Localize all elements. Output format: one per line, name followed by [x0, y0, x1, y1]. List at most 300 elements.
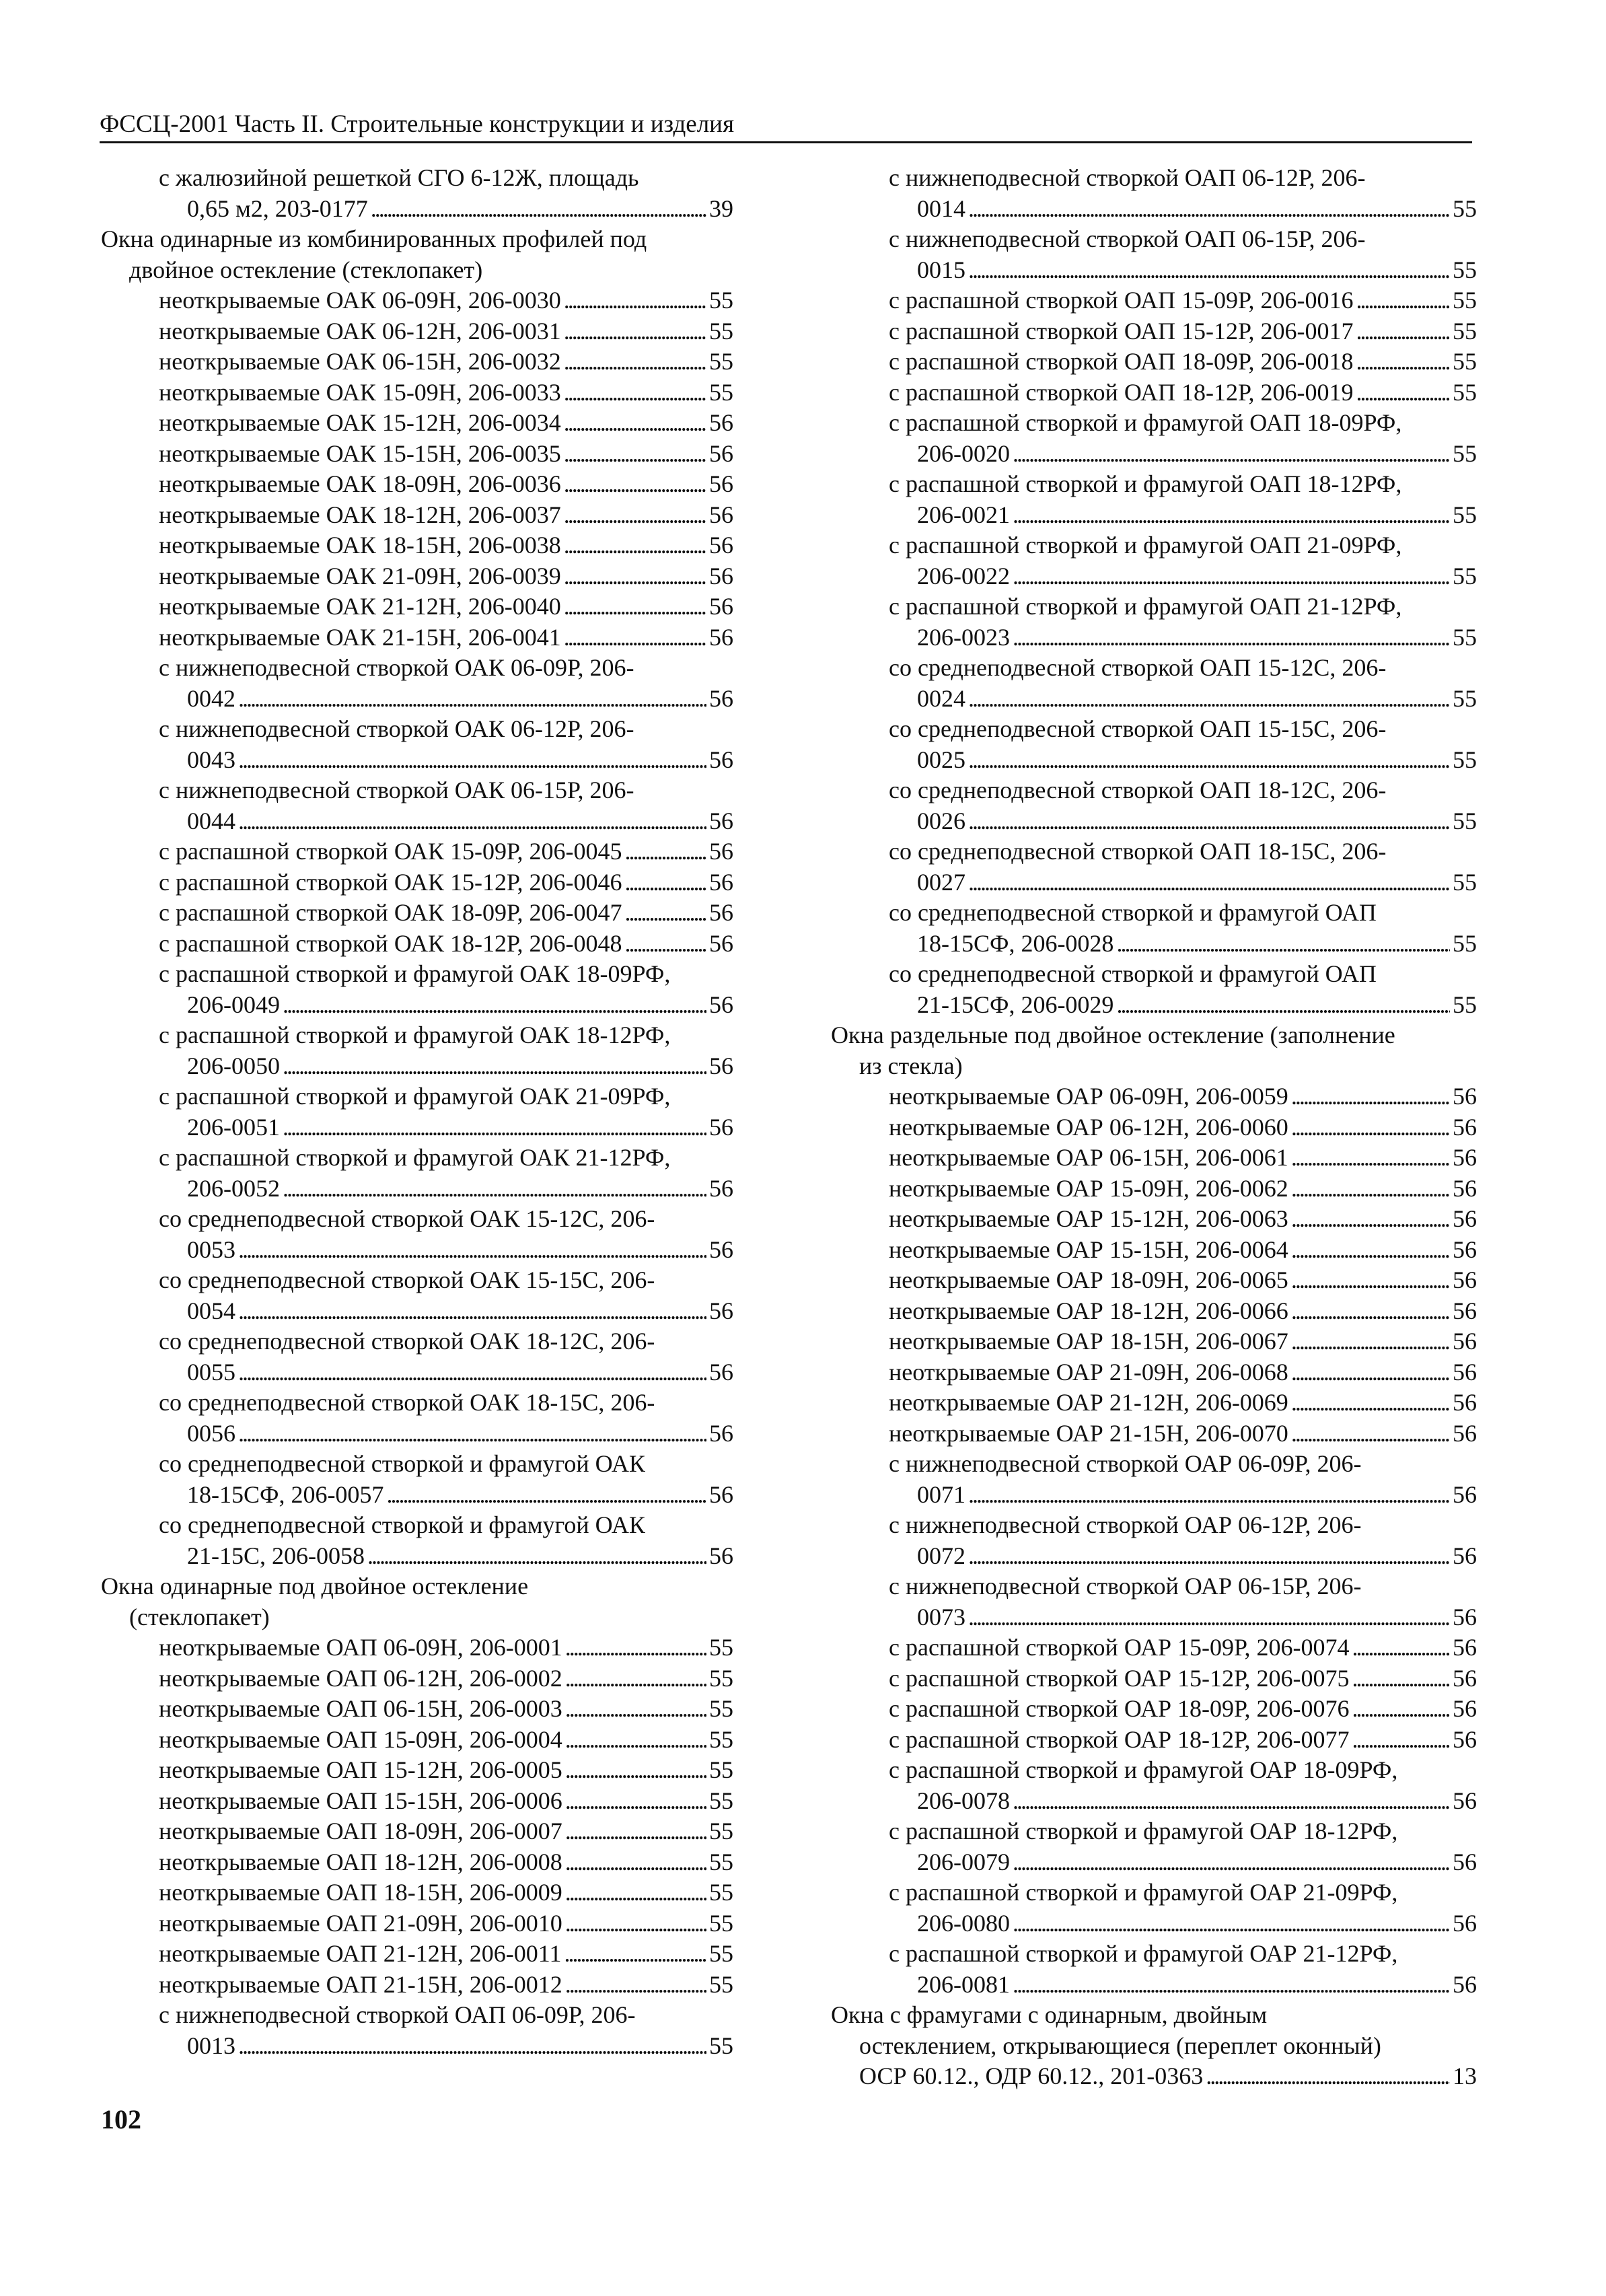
entry-line	[889, 1786, 1477, 1817]
page-reference: 56	[709, 1419, 733, 1447]
page-reference: 56	[709, 1113, 733, 1141]
entry-text: с распашной створкой ОАР 18-09Р, 206-0076	[889, 1695, 1350, 1722]
entry-text-continued: 206-0021	[917, 501, 1010, 528]
index-entry	[831, 1510, 1477, 1571]
page-reference: 55	[709, 378, 733, 406]
page-reference: 56	[1453, 1542, 1477, 1569]
page-reference: 55	[709, 1940, 733, 1967]
entry-line	[159, 836, 733, 867]
entry-line	[889, 347, 1477, 378]
entry-text-continued: 206-0020	[917, 439, 1010, 467]
dot-leader	[564, 469, 706, 500]
entry-text-continued: 0015	[917, 256, 965, 283]
dot-leader	[968, 745, 1450, 776]
entry-text: с распашной створкой ОАК 15-09Р, 206-0045	[159, 838, 622, 865]
dot-leader	[1352, 1725, 1450, 1756]
dot-leader	[968, 1602, 1450, 1633]
entry-line	[159, 347, 733, 378]
entry-text: с распашной створкой и фрамугой ОАР 18-12РФ,	[889, 1818, 1398, 1844]
entry-text: неоткрываемые ОАР 06-15Н, 206-0061	[889, 1144, 1288, 1171]
index-entry	[101, 775, 733, 836]
entry-text-continued: 0025	[917, 746, 965, 773]
dot-leader	[625, 867, 706, 898]
dot-leader	[1291, 1143, 1450, 1174]
dot-leader	[1291, 1235, 1450, 1266]
entry-text: неоткрываемые ОАК 21-12Н, 206-0040	[159, 593, 561, 620]
page-reference: 39	[709, 194, 733, 222]
dot-leader	[1013, 1908, 1450, 1939]
page-reference: 56	[709, 532, 733, 559]
dot-leader	[1291, 1357, 1450, 1388]
entry-text: с нижнеподвесной створкой ОАП 06-15Р, 206-	[889, 225, 1366, 252]
page-reference: 56	[1453, 1205, 1477, 1232]
entry-text: с распашной створкой ОАР 15-12Р, 206-0075	[889, 1664, 1350, 1692]
entry-text: неоткрываемые ОАР 18-15Н, 206-0067	[889, 1328, 1288, 1355]
entry-line	[889, 1081, 1477, 1112]
dot-leader	[1352, 1663, 1450, 1694]
entry-text: с распашной створкой ОАП 15-12Р, 206-0017	[889, 317, 1354, 345]
entry-line	[159, 1357, 733, 1388]
page-reference: 56	[709, 501, 733, 528]
entry-line	[889, 806, 1477, 837]
entry-text: с нижнеподвесной створкой ОАК 06-09Р, 206-	[159, 654, 634, 681]
entry-text: неоткрываемые ОАК 06-09Н, 206-0030	[159, 287, 561, 314]
entry-text: с распашной створкой ОАК 18-09Р, 206-0047	[159, 899, 622, 926]
page-reference: 55	[709, 1970, 733, 1998]
entry-text: неоткрываемые ОАК 18-15Н, 206-0038	[159, 532, 561, 559]
entry-line	[159, 684, 733, 715]
entry-line	[159, 990, 733, 1021]
entry-text-continued: двойное остекление (стеклопакет)	[129, 256, 483, 283]
index-entry	[831, 1174, 1477, 1205]
entry-line	[101, 255, 733, 286]
entry-text-continued: 0055	[187, 1358, 235, 1386]
entry-text: неоткрываемые ОАР 15-12Н, 206-0063	[889, 1205, 1288, 1232]
index-entry	[831, 316, 1477, 347]
dot-leader	[238, 1419, 706, 1449]
entry-text: неоткрываемые ОАР 06-09Н, 206-0059	[889, 1083, 1288, 1110]
dot-leader	[1013, 622, 1450, 653]
dot-leader	[565, 1847, 706, 1878]
entry-line	[889, 1694, 1477, 1725]
dot-leader	[238, 745, 706, 776]
entry-text: неоткрываемые ОАК 21-09Н, 206-0039	[159, 562, 561, 589]
dot-leader	[238, 1235, 706, 1266]
entry-line	[889, 1112, 1477, 1143]
entry-line	[889, 1480, 1477, 1511]
entry-line	[159, 469, 733, 500]
index-entry	[101, 1908, 733, 1939]
dot-leader	[1206, 2061, 1450, 2092]
index-heading	[831, 2000, 1477, 2092]
entry-text: со среднеподвесной створкой ОАК 15-12С, 206-	[159, 1205, 655, 1232]
index-entry	[101, 591, 733, 622]
page-reference: 56	[709, 684, 733, 712]
index-entry	[831, 714, 1477, 775]
page-reference: 56	[709, 807, 733, 834]
index-entry	[101, 378, 733, 408]
entry-line	[889, 378, 1477, 408]
entry-text: неоткрываемые ОАР 18-12Н, 206-0066	[889, 1297, 1288, 1324]
entry-text-continued: 0027	[917, 868, 965, 896]
index-entry	[101, 1847, 733, 1878]
dot-leader	[371, 194, 706, 225]
entry-line	[889, 500, 1477, 531]
entry-text: неоткрываемые ОАП 21-15Н, 206-0012	[159, 1970, 562, 1998]
dot-leader	[565, 1786, 706, 1817]
index-entry	[831, 1816, 1477, 1877]
entry-text: с распашной створкой и фрамугой ОАП 21-09РФ,	[889, 532, 1402, 559]
page-reference: 56	[709, 929, 733, 957]
entry-line	[831, 2061, 1477, 2092]
index-entry	[831, 1235, 1477, 1266]
index-entry	[101, 1020, 733, 1081]
dot-leader	[565, 1877, 706, 1908]
dot-leader	[1116, 929, 1450, 960]
entry-line	[101, 1602, 733, 1633]
dot-leader	[564, 347, 706, 378]
index-entry	[101, 898, 733, 929]
entry-line	[159, 378, 733, 408]
dot-leader	[1291, 1296, 1450, 1327]
entry-text-continued: 0072	[917, 1542, 965, 1569]
index-entry	[101, 1877, 733, 1908]
page-reference: 55	[1453, 194, 1477, 222]
entry-line	[159, 745, 733, 776]
dot-leader	[564, 285, 706, 316]
entry-line	[889, 316, 1477, 347]
entry-text-continued: (стеклопакет)	[129, 1603, 270, 1630]
dot-leader	[1116, 990, 1450, 1021]
index-entry	[831, 1326, 1477, 1357]
entry-text: с распашной створкой ОАК 15-12Р, 206-0046	[159, 868, 622, 896]
entry-line	[159, 439, 733, 470]
dot-leader	[1291, 1419, 1450, 1449]
entry-text: с жалюзийной решеткой СГО 6-12Ж, площадь	[159, 164, 639, 191]
entry-line	[889, 684, 1477, 715]
index-entry	[831, 1204, 1477, 1235]
entry-text: с распашной створкой ОАР 18-12Р, 206-0077	[889, 1725, 1350, 1753]
entry-text: с нижнеподвесной створкой ОАП 06-09Р, 206-	[159, 2001, 636, 2028]
entry-text-continued: 0056	[187, 1419, 235, 1447]
entry-text: неоткрываемые ОАК 15-15Н, 206-0035	[159, 439, 561, 467]
page-reference: 55	[709, 1634, 733, 1661]
page-reference: 56	[709, 1480, 733, 1508]
page-reference: 56	[1453, 1848, 1477, 1875]
page-reference: 56	[1453, 1358, 1477, 1386]
dot-leader	[565, 1694, 706, 1725]
entry-text: с распашной створкой ОАР 15-09Р, 206-0074	[889, 1634, 1350, 1661]
entry-text-continued: 206-0052	[187, 1174, 280, 1202]
running-header: ФССЦ-2001 Часть II. Строительные конструкции и изделия	[100, 108, 1472, 143]
entry-line	[889, 1143, 1477, 1174]
entry-text-continued: 21-15СФ, 206-0029	[917, 991, 1114, 1018]
index-entry	[101, 714, 733, 775]
entry-text: неоткрываемые ОАР 06-12Н, 206-0060	[889, 1113, 1288, 1141]
page-number: 102	[101, 2104, 141, 2134]
entry-text-continued: 0073	[917, 1603, 965, 1630]
index-entry	[831, 1694, 1477, 1725]
entry-text: со среднеподвесной створкой ОАП 18-15С, 206-	[889, 838, 1387, 865]
page-reference: 56	[709, 409, 733, 436]
index-entry	[101, 1694, 733, 1725]
index-entry	[831, 898, 1477, 959]
index-entry	[831, 530, 1477, 591]
entry-text-continued: 0043	[187, 746, 235, 773]
entry-text-continued: 206-0081	[917, 1970, 1010, 1998]
page-reference: 56	[1453, 1144, 1477, 1171]
index-heading	[101, 224, 733, 285]
index-entry	[101, 622, 733, 653]
page-reference: 55	[709, 287, 733, 314]
entry-line	[159, 806, 733, 837]
page-reference: 56	[1453, 1297, 1477, 1324]
entry-line	[159, 530, 733, 561]
entry-text: неоткрываемые ОАК 18-09Н, 206-0036	[159, 470, 561, 497]
entry-text-continued: 21-15С, 206-0058	[187, 1542, 365, 1569]
index-entry	[101, 653, 733, 714]
entry-text: неоткрываемые ОАП 15-12Н, 206-0005	[159, 1756, 562, 1783]
entry-text-continued: 0042	[187, 684, 235, 712]
entry-text: с нижнеподвесной створкой ОАП 06-12Р, 206-	[889, 164, 1366, 191]
entry-text: с распашной створкой и фрамугой ОАП 21-12РФ,	[889, 593, 1402, 620]
entry-text: со среднеподвесной створкой и фрамугой ОАП	[889, 960, 1377, 987]
index-entry	[831, 1571, 1477, 1633]
page-reference: 55	[1453, 746, 1477, 773]
index-entry	[101, 959, 733, 1020]
entry-line	[159, 1051, 733, 1082]
dot-leader	[238, 2031, 706, 2062]
page-reference: 55	[1453, 807, 1477, 834]
index-entry	[101, 1786, 733, 1817]
dot-leader	[238, 1296, 706, 1327]
page-reference: 55	[709, 1756, 733, 1783]
entry-line	[889, 1296, 1477, 1327]
entry-line	[889, 194, 1477, 225]
index-entry	[101, 1725, 733, 1756]
page-reference: 55	[709, 1909, 733, 1937]
entry-text-continued: 206-0023	[917, 623, 1010, 651]
entry-line	[159, 500, 733, 531]
entry-text-continued: 206-0049	[187, 991, 280, 1018]
index-entry	[101, 408, 733, 439]
dot-leader	[565, 1725, 706, 1756]
entry-line	[159, 1816, 733, 1847]
page-reference: 55	[709, 1787, 733, 1814]
dot-leader	[386, 1480, 706, 1511]
index-entry	[101, 285, 733, 316]
page-reference: 56	[1453, 1695, 1477, 1722]
dot-leader	[564, 530, 706, 561]
entry-line	[159, 898, 733, 929]
entry-text: с распашной створкой и фрамугой ОАК 21-12РФ,	[159, 1144, 671, 1171]
dot-leader	[283, 1051, 706, 1082]
entry-text-continued: 0054	[187, 1297, 235, 1324]
page-reference: 56	[709, 838, 733, 865]
dot-leader	[565, 1633, 706, 1663]
page-reference: 56	[1453, 1909, 1477, 1937]
index-entry	[831, 224, 1477, 285]
page-reference: 56	[709, 470, 733, 497]
entry-text: неоткрываемые ОАП 21-09Н, 206-0010	[159, 1909, 562, 1937]
entry-text-continued: 0053	[187, 1235, 235, 1263]
page-reference: 55	[1453, 991, 1477, 1018]
entry-line	[159, 1725, 733, 1756]
entry-line	[889, 1204, 1477, 1235]
dot-leader	[1291, 1265, 1450, 1296]
entry-text: с распашной створкой и фрамугой ОАП 18-12РФ,	[889, 470, 1402, 497]
index-entry	[831, 1296, 1477, 1327]
entry-line	[159, 1235, 733, 1266]
index-entry	[831, 1877, 1477, 1939]
index-entry	[101, 1081, 733, 1143]
index-entry	[831, 1663, 1477, 1694]
entry-text: со среднеподвесной створкой и фрамугой ОАП	[889, 899, 1377, 926]
entry-text-continued: остеклением, открывающиеся (переплет оконный)	[859, 2032, 1381, 2059]
dot-leader	[1356, 316, 1450, 347]
page-reference: 56	[709, 1297, 733, 1324]
entry-line	[159, 1970, 733, 2001]
index-entry	[101, 347, 733, 378]
index-entry	[831, 775, 1477, 836]
index-entry	[101, 530, 733, 561]
entry-text: с нижнеподвесной створкой ОАК 06-12Р, 206-	[159, 715, 634, 742]
index-column-right	[831, 163, 1477, 2092]
dot-leader	[564, 378, 706, 408]
page-reference: 55	[709, 1848, 733, 1875]
page-reference: 56	[709, 1174, 733, 1202]
entry-text: неоткрываемые ОАК 15-09Н, 206-0033	[159, 378, 561, 406]
page-reference: 56	[1453, 1083, 1477, 1110]
entry-text: со среднеподвесной створкой ОАК 18-15С, 206-	[159, 1389, 655, 1416]
entry-line	[889, 1602, 1477, 1633]
index-entry	[831, 1939, 1477, 2000]
index-entry	[831, 1357, 1477, 1388]
index-entry	[831, 1419, 1477, 1449]
page-reference: 55	[709, 1664, 733, 1692]
index-heading	[831, 1020, 1477, 1081]
entry-text: со среднеподвесной створкой ОАК 18-12С, 206-	[159, 1328, 655, 1355]
entry-text-continued: 0014	[917, 194, 965, 222]
dot-leader	[283, 990, 706, 1021]
dot-leader	[565, 1816, 706, 1847]
dot-leader	[968, 255, 1450, 286]
page-reference: 56	[1453, 1725, 1477, 1753]
page-reference: 56	[1453, 1787, 1477, 1814]
dot-leader	[1013, 1847, 1450, 1878]
entry-text: со среднеподвесной створкой ОАК 15-15С, 206-	[159, 1266, 655, 1293]
entry-text-continued: 0024	[917, 684, 965, 712]
entry-text-continued: 206-0079	[917, 1848, 1010, 1875]
dot-leader	[1291, 1112, 1450, 1143]
entry-line	[889, 255, 1477, 286]
entry-line	[159, 1847, 733, 1878]
dot-leader	[625, 898, 706, 929]
page-reference: 56	[1453, 1389, 1477, 1416]
page-reference: 55	[709, 1818, 733, 1844]
page-reference: 56	[709, 623, 733, 651]
page-reference: 55	[1453, 868, 1477, 896]
page-reference: 56	[709, 562, 733, 589]
page-reference: 56	[709, 439, 733, 467]
dot-leader	[564, 591, 706, 622]
entry-line	[889, 561, 1477, 592]
entry-text: с распашной створкой ОАП 18-12Р, 206-0019	[889, 378, 1354, 406]
entry-text: с распашной створкой и фрамугой ОАП 18-09РФ,	[889, 409, 1402, 436]
entry-text: неоткрываемые ОАР 21-12Н, 206-0069	[889, 1389, 1288, 1416]
page-reference: 56	[709, 899, 733, 926]
dot-leader	[565, 1908, 706, 1939]
entry-text: неоткрываемые ОАП 06-15Н, 206-0003	[159, 1695, 562, 1722]
entry-text: с нижнеподвесной створкой ОАК 06-15Р, 206-	[159, 777, 634, 803]
page-reference: 55	[1453, 562, 1477, 589]
entry-line	[159, 1112, 733, 1143]
entry-line	[889, 622, 1477, 653]
entry-line	[159, 285, 733, 316]
index-entry	[831, 1265, 1477, 1296]
dot-leader	[564, 408, 706, 439]
dot-leader	[1291, 1204, 1450, 1235]
index-entry	[101, 1663, 733, 1694]
dot-leader	[565, 1970, 706, 2001]
page-reference: 56	[1453, 1174, 1477, 1202]
entry-line	[159, 1633, 733, 1663]
entry-line	[889, 1235, 1477, 1266]
entry-text: неоткрываемые ОАР 21-09Н, 206-0068	[889, 1358, 1288, 1386]
entry-text-continued: 206-0050	[187, 1052, 280, 1079]
entry-text: со среднеподвесной створкой ОАП 15-12С, 206-	[889, 654, 1387, 681]
entry-text: неоткрываемые ОАП 06-12Н, 206-0002	[159, 1664, 562, 1692]
page-reference: 56	[709, 1542, 733, 1569]
index-entry	[831, 378, 1477, 408]
entry-text: Окна одинарные из комбинированных профилей под	[101, 225, 647, 252]
entry-line	[159, 591, 733, 622]
entry-text: неоткрываемые ОАП 15-09Н, 206-0004	[159, 1725, 562, 1753]
entry-text: с распашной створкой и фрамугой ОАК 18-09РФ,	[159, 960, 671, 987]
entry-text: с распашной створкой ОАП 15-09Р, 206-0016	[889, 287, 1354, 314]
entry-text-continued: 0026	[917, 807, 965, 834]
entry-text: неоткрываемые ОАР 18-09Н, 206-0065	[889, 1266, 1288, 1293]
index-column-left	[101, 163, 733, 2061]
index-entry	[101, 836, 733, 867]
entry-text: Окна раздельные под двойное остекление (заполнение	[831, 1021, 1395, 1048]
dot-leader	[565, 1755, 706, 1786]
page-reference: 55	[1453, 623, 1477, 651]
entry-text: Окна с фрамугами с одинарным, двойным	[831, 2001, 1268, 2028]
entry-line	[889, 1265, 1477, 1296]
entry-text-continued: 0013	[187, 2032, 235, 2059]
entry-line	[159, 561, 733, 592]
entry-line	[889, 439, 1477, 470]
entry-text: с нижнеподвесной створкой ОАР 06-09Р, 206-	[889, 1450, 1362, 1477]
index-entry	[101, 1510, 733, 1571]
entry-text: неоткрываемые ОАК 06-12Н, 206-0031	[159, 317, 561, 345]
entry-text: с распашной створкой и фрамугой ОАК 21-09РФ,	[159, 1083, 671, 1110]
page-reference: 55	[1453, 256, 1477, 283]
index-entry	[831, 469, 1477, 530]
entry-text-continued: 18-15СФ, 206-0057	[187, 1480, 384, 1508]
entry-text: с распашной створкой и фрамугой ОАР 21-12РФ,	[889, 1940, 1398, 1967]
entry-text: неоткрываемые ОАП 18-09Н, 206-0007	[159, 1818, 562, 1844]
entry-text-continued: 206-0080	[917, 1909, 1010, 1937]
entry-line	[159, 867, 733, 898]
entry-line	[889, 990, 1477, 1021]
entry-line	[889, 1541, 1477, 1572]
entry-line	[159, 1174, 733, 1205]
index-entry	[101, 1970, 733, 2001]
entry-line	[889, 867, 1477, 898]
page-reference: 13	[1453, 2062, 1477, 2089]
